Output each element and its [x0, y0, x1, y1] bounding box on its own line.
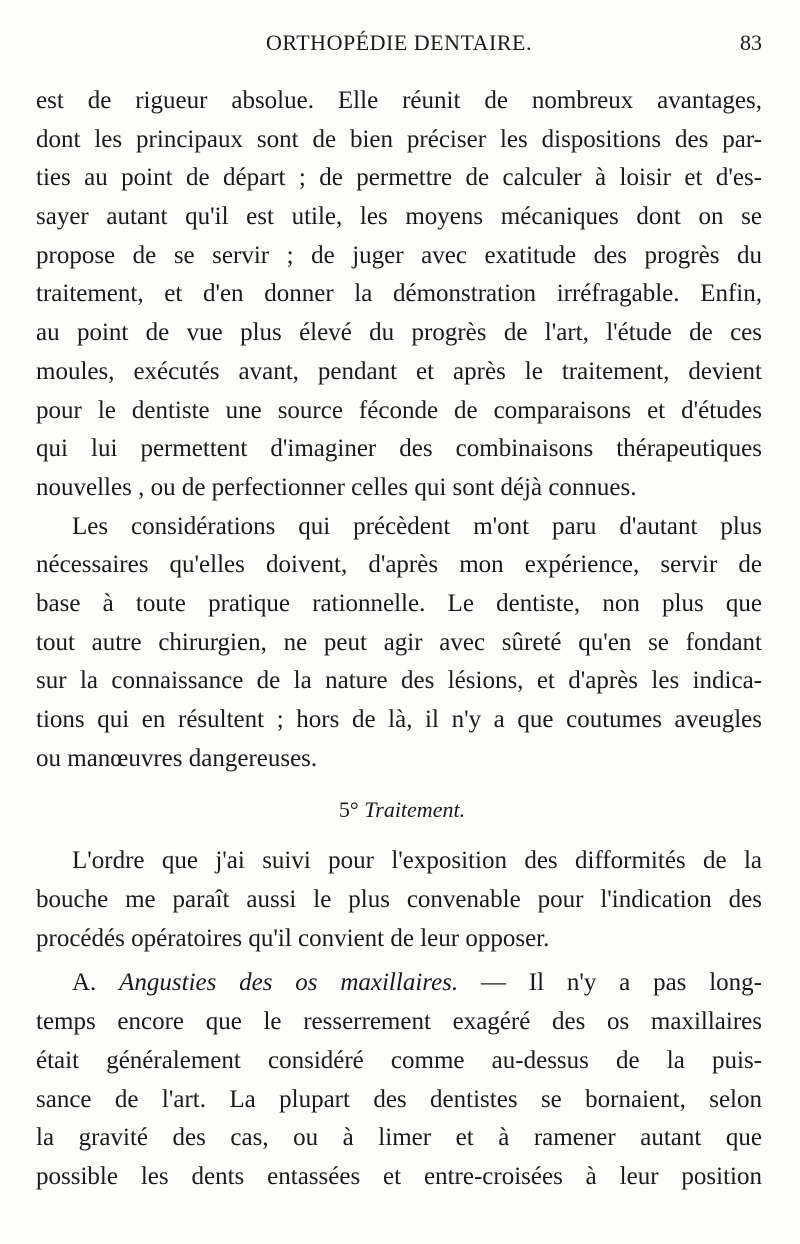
text-line: base à toute pratique rationnelle. Le dentiste, non plus que	[36, 589, 762, 617]
paragraph	[36, 508, 762, 779]
text-line: tout autre chirurgien, ne peut agir avec sûreté qu'en se fondant	[36, 628, 762, 656]
text-line: sance de l'art. La plupart des dentistes se bornaient, selon	[36, 1085, 762, 1113]
running-title: ORTHOPÉDIE DENTAIRE.	[266, 30, 532, 55]
text-line: est de rigueur absolue. Elle réunit de nombreux avantages,	[36, 87, 762, 114]
subsection-label: A.	[72, 969, 97, 997]
text-line: ou manœuvres dangereuses.	[36, 744, 318, 772]
page-header	[36, 30, 762, 66]
text-line: Les considérations qui précèdent m'ont paru d'autant plus	[72, 512, 762, 540]
text-line: moules, exécutés avant, pendant et après le traitement, devient	[36, 357, 762, 385]
section-number: 5°	[338, 797, 359, 823]
text-line: était généralement considéré comme au-dessus de la puis-	[36, 1046, 762, 1074]
body-text	[36, 82, 762, 1197]
text-line: nouvelles , ou de perfectionner celles qui sont déjà connues.	[36, 473, 637, 501]
text-line: nécessaires qu'elles doivent, d'après mon expérience, servir de	[36, 551, 762, 579]
text-line: ties au point de départ ; de permettre de calculer à loisir et d'es-	[36, 164, 762, 192]
text-line: dont les principaux sont de bien préciser les dispositions des par-	[36, 125, 762, 153]
text-line: temps encore que le resserrement exagéré des os maxillaires	[36, 1008, 762, 1036]
text-line: tions qui en résultent ; hors de là, il n'y a que coutumes aveugles	[36, 706, 762, 733]
text-line: la gravité des cas, ou à limer et à ramener autant que	[36, 1124, 762, 1152]
text-line: traitement, et d'en donner la démonstration irréfragable. Enfin,	[36, 280, 762, 308]
text-line: pour le dentiste une source féconde de comparaisons et d'études	[36, 396, 762, 424]
text-line: sayer autant qu'il est utile, les moyens mécaniques dont on se	[36, 203, 762, 231]
text-line: qui lui permettent d'imaginer des combinaisons thérapeutiques	[36, 435, 762, 463]
paragraph	[36, 82, 762, 508]
text-line: possible les dents entassées et entre-croisées à leur position	[36, 1162, 762, 1190]
text-line: bouche me paraît aussi le plus convenable pour l'indication des	[36, 886, 762, 914]
text-line	[36, 964, 762, 1003]
subsection-title: Angusties des os maxillaires.	[119, 969, 459, 997]
paragraph	[36, 964, 762, 1196]
section-heading	[36, 778, 762, 842]
text-line: au point de vue plus élevé du progrès de l'art, l'étude de ces	[36, 319, 762, 347]
page-number: 83	[740, 30, 762, 55]
text-line: L'ordre que j'ai suivi pour l'exposition des difformités de la	[72, 847, 762, 875]
section-title: Traitement.	[364, 797, 466, 823]
text-fragment: — Il n'y a pas long-	[480, 969, 762, 997]
paragraph	[36, 842, 762, 958]
text-line: procédés opératoires qu'il convient de leur opposer.	[36, 924, 550, 952]
text-line: sur la connaissance de la nature des lésions, et d'après les indica-	[36, 667, 762, 695]
text-line: propose de se servir ; de juger avec exatitude des progrès du	[36, 241, 762, 269]
